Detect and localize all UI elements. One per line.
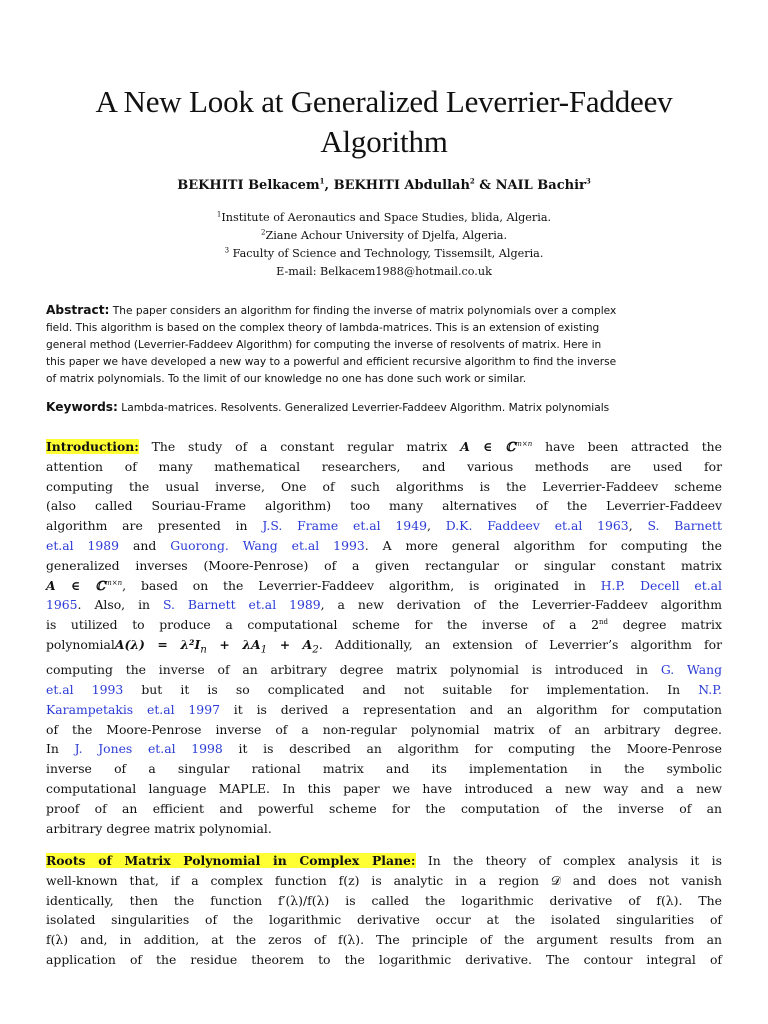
body-line: attention of many mathematical researchers, and various methods are used for (46, 458, 722, 474)
introduction-section (46, 437, 722, 838)
citation-link[interactable]: J.S. Frame et.al 1949 (262, 518, 427, 534)
abstract-line: general method (Leverrier-Faddeev Algorithm) for computing the inverse of resolvents of matrix. Here in (46, 339, 602, 351)
body-line: isolated singularities of the logarithmic derivative occur at the isolated singularities of (46, 912, 722, 928)
body-line: arbitrary degree matrix polynomial. (46, 820, 272, 836)
body-line (46, 700, 722, 720)
keywords-section (46, 399, 722, 417)
ordinal-sup: nd (599, 618, 608, 627)
title-line-1: A New Look at Generalized Leverrier-Faddeev (95, 84, 673, 119)
body-text: In (46, 741, 75, 757)
affiliation-text: Faculty of Science and Technology, Tissemsilt, Algeria. (229, 247, 544, 260)
citation-link[interactable]: J. Jones et.al 1998 (74, 741, 223, 757)
math-matrix-a: A ∈ ℂ (460, 439, 516, 454)
affiliation-sup: 1 (216, 210, 222, 219)
body-line: well-known that, if a complex function f(z) is analytic in a region 𝒟 and does not vanish (46, 872, 722, 888)
body-text: , (426, 518, 446, 534)
author-list (40, 178, 728, 194)
body-line: computing the usual inverse, One of such algorithms is the Leverrier-Faddeev scheme (46, 478, 722, 494)
body-line (46, 516, 722, 536)
abstract-line (46, 302, 722, 320)
body-line (46, 851, 722, 871)
abstract-line: field. This algorithm is based on the complex theory of lambda-matrices. This is an extension of existing (46, 322, 600, 334)
body-line (46, 680, 722, 700)
citation-link[interactable]: 1965 (46, 597, 78, 613)
affiliation-text: Institute of Aeronautics and Space Studies, blida, Algeria. (221, 211, 552, 224)
math-sub: 2 (312, 643, 319, 656)
body-line: identically, then the function f′(λ)/f(λ) is called the logarithmic derivative of f(λ). The (46, 892, 722, 908)
body-line: computational language MAPLE. In this paper we have introduced a new way and a new (46, 781, 722, 797)
author-3: NAIL Bachir (495, 178, 586, 193)
affiliation-sup: 2 (260, 228, 266, 237)
math-sup: m×n (105, 578, 123, 587)
body-text: , based on the Leverrier-Faddeev algorithm, is originated in (122, 577, 601, 593)
math-matrix-a: A ∈ ℂ (46, 577, 106, 593)
author-3-sup: 3 (585, 176, 591, 186)
math-sub: n (200, 643, 207, 656)
author-separator: , (324, 178, 334, 193)
math-sub: 1 (260, 643, 268, 656)
introduction-heading: Introduction: (46, 439, 139, 454)
body-line (46, 660, 722, 680)
affiliation-1 (40, 209, 728, 227)
body-line (46, 595, 722, 615)
author-1-sup: 1 (319, 176, 325, 186)
body-text: computing the inverse of an arbitrary degree matrix polynomial is introduced in (46, 662, 661, 678)
author-separator: & (474, 178, 496, 193)
title-line-2: Algorithm (320, 124, 448, 159)
body-text: . Additionally, an extension of Leverrier’s algorithm for (318, 636, 723, 652)
author-2-sup: 2 (469, 176, 475, 186)
body-line (46, 576, 722, 596)
math-polynomial: + λA (206, 636, 261, 652)
math-polynomial: A(λ) = λ²I (114, 636, 201, 652)
abstract-label: Abstract: (46, 303, 110, 317)
body-text: it is derived a representation and an algorithm for computation (219, 701, 722, 717)
keywords-label: Keywords: (46, 400, 118, 414)
affiliation-list (40, 209, 728, 281)
body-text: algorithm are presented in (46, 518, 263, 534)
body-text: . A more general algorithm for computing the (364, 537, 722, 553)
body-line (46, 615, 722, 635)
affiliation-3 (40, 245, 728, 263)
author-1: BEKHITI Belkacem (177, 178, 320, 193)
body-text: degree matrix (608, 617, 723, 633)
paper-title (40, 82, 728, 162)
body-line (46, 739, 722, 759)
citation-link[interactable]: G. Wang (660, 662, 722, 678)
body-line: proof of an efficient and powerful scheme for the computation of the inverse of an (46, 800, 722, 816)
body-text: but it is so complicated and not suitable for implementation. In (123, 682, 699, 698)
math-polynomial: + A (267, 636, 313, 652)
citation-link[interactable]: D.K. Faddeev et.al 1963 (445, 518, 629, 534)
author-2: BEKHITI Abdullah (333, 178, 470, 193)
abstract-line: this paper we have developed a new way to a powerful and efficient recursive algorithm to find the inverse (46, 356, 617, 368)
body-text: have been attracted the (532, 439, 722, 454)
body-text: polynomial (46, 636, 115, 652)
body-line: of the Moore-Penrose inverse of a non-regular polynomial matrix of an arbitrary degree. (46, 721, 722, 737)
body-text: and (119, 537, 171, 553)
citation-link[interactable]: S. Barnett (647, 518, 722, 534)
body-text: . Also, in (77, 597, 163, 613)
keywords-text: Lambda-matrices. Resolvents. Generalized Leverrier-Faddeev Algorithm. Matrix polynomials (117, 402, 610, 414)
body-line (46, 437, 722, 457)
citation-link[interactable]: et.al 1993 (46, 682, 124, 698)
author-email: E-mail: Belkacem1988@hotmail.co.uk (276, 265, 492, 278)
citation-link[interactable]: Guorong. Wang et.al 1993 (170, 537, 365, 553)
body-text: is utilized to produce a computational scheme for the inverse of a 2 (46, 617, 599, 633)
body-line (46, 536, 722, 556)
affiliation-text: Ziane Achour University of Djelfa, Algeria. (265, 229, 508, 242)
body-text: it is described an algorithm for computing the Moore-Penrose (222, 741, 722, 757)
math-sup: m×n (515, 439, 533, 448)
body-line: application of the residue theorem to the logarithmic derivative. The contour integral of (46, 951, 722, 967)
body-line: inverse of a singular rational matrix and its implementation in the symbolic (46, 761, 722, 777)
roots-heading: Roots of Matrix Polynomial in Complex Plane: (46, 853, 416, 868)
body-line: f(λ) and, in addition, at the zeros of f(λ). The principle of the argument results from an (46, 932, 722, 948)
abstract-text: The paper considers an algorithm for finding the inverse of matrix polynomials over a complex (109, 305, 617, 317)
citation-link[interactable]: S. Barnett et.al 1989 (162, 597, 321, 613)
body-text: In the theory of complex analysis it is (415, 853, 723, 868)
body-text: , a new derivation of the Leverrier-Faddeev algorithm (320, 597, 722, 613)
body-line: generalized inverses (Moore-Penrose) of a given rectangular or singular constant matrix (46, 557, 722, 573)
body-text: The study of a constant regular matrix (138, 439, 461, 454)
citation-link[interactable]: N.P. (698, 682, 722, 698)
affiliation-sup: 3 (224, 246, 230, 255)
citation-link[interactable]: et.al 1989 (46, 537, 120, 553)
roots-section (46, 851, 722, 970)
body-text: , (628, 518, 648, 534)
body-line: (also called Souriau-Frame algorithm) too many alternatives of the Leverrier-Faddeev (46, 498, 722, 514)
abstract-section (46, 302, 722, 388)
abstract-line: of matrix polynomials. To the limit of our knowledge no one has done such work or similar. (46, 373, 527, 385)
citation-link[interactable]: H.P. Decell et.al (600, 577, 722, 593)
body-line (46, 635, 722, 660)
citation-link[interactable]: Karampetakis et.al 1997 (46, 701, 220, 717)
affiliation-2 (40, 227, 728, 245)
